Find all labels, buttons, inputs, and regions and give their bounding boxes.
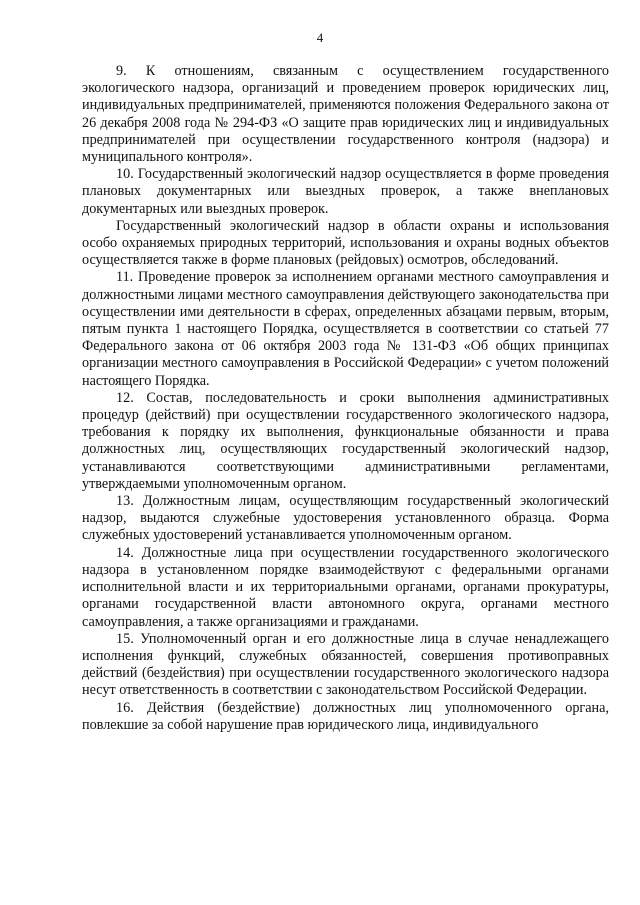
- paragraph-14: 14. Должностные лица при осуществлении государственного экологического надзора в установленном порядке взаимодействуют с федеральными органами исполнительной власти и их территориальными органами, органами прокуратуры, органами государственной власти автономного округа, органами местного самоуправления, а также организациями и гражданами.: [82, 544, 609, 630]
- paragraph-13: 13. Должностным лицам, осуществляющим государственный экологический надзор, выдаются служебные удостоверения установленного образца. Форма служебных удостоверений устанавливается уполномоченным органом.: [82, 493, 609, 544]
- page-number: 4: [316, 30, 324, 45]
- paragraph-15: 15. Уполномоченный орган и его должностные лица в случае ненадлежащего исполнения функций, служебных обязанностей, совершения противоправных действий (бездействия) при осуществлении государственного экологического надзора несут ответственность в соответствии с законодательством Российской Федерации.: [82, 630, 609, 699]
- paragraph-12: 12. Состав, последовательность и сроки выполнения административных процедур (действий) при осуществлении государственного экологического надзора, требования к порядку их выполнения, функциональные обязанности и права должностных лиц, осуществляющих государственный экологический надзор, устанавливаются соответствующими административными регламентами, утверждаемыми уполномоченным органом.: [82, 389, 609, 492]
- paragraph-10: 10. Государственный экологический надзор осуществляется в форме проведения плановых документарных или выездных проверок, а также внеплановых документарных или выездных проверок.: [82, 166, 609, 217]
- document-body: [82, 63, 609, 734]
- paragraph-16: 16. Действия (бездействие) должностных лиц уполномоченного органа, повлекшие за собой нарушение прав юридического лица, индивидуального: [82, 699, 609, 733]
- paragraph-9: 9. К отношениям, связанным с осуществлением государственного экологического надзора, организаций и проведением проверок юридических лиц, индивидуальных предпринимателей, применяются положения Федерального закона от 26 декабря 2008 года № 294-ФЗ «О защите прав юридических лиц и индивидуальных предпринимателей при осуществлении государственного контроля (надзора) и муниципального контроля».: [82, 63, 609, 166]
- paragraph-10-continued: Государственный экологический надзор в области охраны и использования особо охраняемых природных территорий, использования и охраны водных объектов осуществляется также в форме плановых (рейдовых) осмотров, обследований.: [82, 217, 609, 269]
- paragraph-11: 11. Проведение проверок за исполнением органами местного самоуправления и должностными лицами местного самоуправления действующего законодательства при осуществлении ими деятельности в сферах, определенных абзацами первым, вторым, пятым пункта 1 настоящего Порядка, осуществляется в соответствии со статьей 77 Федерального закона от 06 октября 2003 года № 131-ФЗ «Об общих принципах организации местного самоуправления в Российской Федерации» с учетом положений настоящего Порядка.: [82, 269, 609, 389]
